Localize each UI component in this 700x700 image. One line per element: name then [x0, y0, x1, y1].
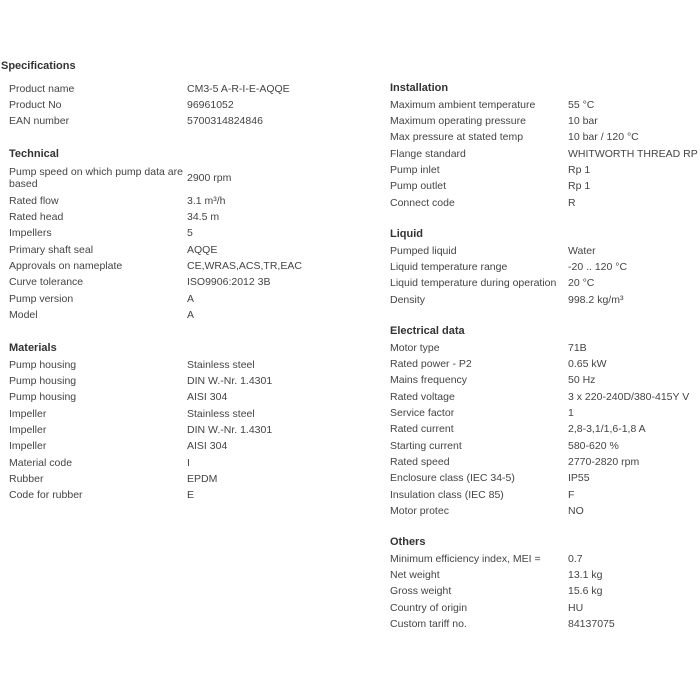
- spec-value: 2,8-3,1/1,6-1,8 A: [568, 423, 646, 436]
- spec-value: CM3-5 A-R-I-E-AQQE: [187, 82, 290, 95]
- spec-value: 96961052: [187, 99, 234, 112]
- spec-row: [390, 259, 700, 275]
- spec-label: Rated current: [390, 423, 454, 436]
- spec-label: Pump housing: [9, 391, 77, 404]
- spec-value: E: [187, 489, 195, 502]
- spec-row: [9, 114, 384, 130]
- spec-row: [390, 584, 700, 600]
- spec-label: Primary shaft seal: [9, 243, 94, 256]
- spec-value: 1: [568, 407, 574, 420]
- technical-section: [9, 146, 384, 323]
- spec-value: 2900 rpm: [187, 171, 232, 184]
- spec-label: Maximum ambient temperature: [390, 98, 536, 111]
- section-title: Materials: [9, 342, 57, 354]
- spec-label: Max pressure at stated temp: [390, 131, 524, 144]
- spec-row: [9, 438, 384, 454]
- spec-label: Maximum operating pressure: [390, 115, 526, 128]
- spec-label: Motor type: [390, 341, 440, 354]
- spec-row: [390, 178, 700, 194]
- spec-value: WHITWORTH THREAD RP: [568, 147, 698, 160]
- spec-row: [390, 113, 700, 129]
- spec-label: Insulation class (IEC 85): [390, 488, 504, 501]
- spec-label: Pump inlet: [390, 164, 440, 177]
- spec-value: R: [568, 196, 576, 209]
- spec-value: A: [187, 308, 195, 321]
- spec-row: [9, 258, 384, 274]
- spec-value: EPDM: [187, 472, 218, 485]
- spec-value: -20 .. 120 °C: [568, 261, 628, 274]
- spec-value: DIN W.-Nr. 1.4301: [187, 375, 273, 388]
- spec-row: [9, 373, 384, 389]
- spec-value: 15.6 kg: [568, 585, 603, 598]
- spec-label: Rubber: [9, 472, 44, 485]
- spec-label: Impeller: [9, 440, 47, 453]
- spec-row: [390, 421, 700, 437]
- spec-label: Impeller: [9, 407, 47, 420]
- spec-row: [9, 487, 384, 503]
- spec-label: Enclosure class (IEC 34-5): [390, 472, 515, 485]
- spec-label: Approvals on nameplate: [9, 260, 123, 273]
- spec-value: AISI 304: [187, 391, 228, 404]
- spec-row: [390, 292, 700, 308]
- spec-row: [390, 616, 700, 632]
- section-title: Technical: [9, 148, 59, 160]
- page-title: Specifications: [1, 60, 76, 72]
- spec-value: 71B: [568, 341, 587, 354]
- spec-value: I: [187, 456, 190, 469]
- spec-value: HU: [568, 601, 584, 614]
- spec-row: [390, 276, 700, 292]
- spec-value: Rp 1: [568, 180, 591, 193]
- spec-value: 84137075: [568, 618, 615, 631]
- spec-row: [9, 291, 384, 307]
- spec-value: 3 x 220-240D/380-415Y V: [568, 390, 690, 403]
- spec-label: Pump housing: [9, 358, 77, 371]
- spec-label: Pumped liquid: [390, 244, 457, 257]
- spec-label: Density: [390, 293, 426, 306]
- spec-label: Starting current: [390, 439, 462, 452]
- spec-row: [390, 146, 700, 162]
- spec-value: 5: [187, 227, 193, 240]
- spec-label: Flange standard: [390, 147, 466, 160]
- spec-row: [390, 551, 700, 567]
- spec-value: 3.1 m³/h: [187, 194, 226, 207]
- spec-value: AISI 304: [187, 440, 228, 453]
- installation-section: [390, 80, 700, 211]
- spec-row: [9, 163, 384, 193]
- spec-value: 580-620 %: [568, 439, 619, 452]
- spec-value: 13.1 kg: [568, 569, 603, 582]
- spec-value: 0.65 kW: [568, 358, 607, 371]
- spec-label: Rated flow: [9, 194, 59, 207]
- section-title: Electrical data: [390, 325, 465, 337]
- spec-row: [390, 97, 700, 113]
- spec-value: 10 bar: [568, 115, 598, 128]
- spec-label: Code for rubber: [9, 489, 83, 502]
- spec-row: [9, 390, 384, 406]
- spec-row: [390, 567, 700, 583]
- spec-row: [9, 209, 384, 225]
- spec-value: Rp 1: [568, 164, 591, 177]
- spec-label: Curve tolerance: [9, 276, 84, 289]
- spec-row: [9, 97, 384, 113]
- materials-section: [9, 340, 384, 504]
- spec-label: Minimum efficiency index, MEI =: [390, 552, 541, 565]
- spec-label: Rated speed: [390, 455, 450, 468]
- spec-row: [9, 226, 384, 242]
- others-section: [390, 534, 700, 632]
- spec-value: 2770-2820 rpm: [568, 455, 640, 468]
- spec-label: Rated head: [9, 211, 64, 224]
- spec-value: 34.5 m: [187, 211, 220, 224]
- spec-label: Liquid temperature during operation: [390, 277, 557, 290]
- spec-label: Pump housing: [9, 375, 77, 388]
- section-title: Liquid: [390, 228, 423, 240]
- spec-row: [9, 307, 384, 323]
- spec-label: Rated voltage: [390, 390, 455, 403]
- spec-row: [390, 438, 700, 454]
- spec-row: [9, 471, 384, 487]
- spec-label: Product No: [9, 99, 62, 112]
- spec-row: [390, 503, 700, 519]
- spec-value: Stainless steel: [187, 358, 255, 371]
- spec-row: [390, 130, 700, 146]
- spec-row: [9, 357, 384, 373]
- spec-label: Product name: [9, 82, 75, 95]
- spec-label: EAN number: [9, 115, 70, 128]
- spec-label: Motor protec: [390, 504, 449, 517]
- spec-row: [9, 193, 384, 209]
- spec-row: [390, 454, 700, 470]
- spec-value: F: [568, 488, 575, 501]
- spec-value: DIN W.-Nr. 1.4301: [187, 424, 273, 437]
- spec-row: [9, 422, 384, 438]
- spec-row: [390, 373, 700, 389]
- spec-label: Pump speed on which pump data are based: [9, 165, 183, 190]
- spec-label: Mains frequency: [390, 374, 468, 387]
- liquid-section: [390, 226, 700, 308]
- spec-value: ISO9906:2012 3B: [187, 276, 271, 289]
- spec-row: [390, 600, 700, 616]
- spec-row: [9, 406, 384, 422]
- spec-value: CE,WRAS,ACS,TR,EAC: [187, 260, 302, 273]
- spec-row: [390, 356, 700, 372]
- spec-row: [9, 242, 384, 258]
- spec-row: [390, 243, 700, 259]
- spec-row: [390, 405, 700, 421]
- spec-value: 0.7: [568, 552, 583, 565]
- spec-row: [390, 162, 700, 178]
- spec-label: Custom tariff no.: [390, 618, 467, 631]
- spec-value: Stainless steel: [187, 407, 255, 420]
- spec-row: [390, 487, 700, 503]
- section-title: Others: [390, 536, 426, 548]
- spec-value: 10 bar / 120 °C: [568, 131, 639, 144]
- spec-value: A: [187, 292, 195, 305]
- spec-label: Pump version: [9, 292, 74, 305]
- product-section: [9, 81, 384, 130]
- spec-label: Model: [9, 308, 38, 321]
- spec-label: Net weight: [390, 569, 440, 582]
- spec-row: [9, 274, 384, 290]
- spec-label: Liquid temperature range: [390, 261, 508, 274]
- spec-label: Country of origin: [390, 601, 468, 614]
- spec-row: [390, 470, 700, 486]
- spec-value: 998.2 kg/m³: [568, 293, 624, 306]
- spec-label: Impeller: [9, 424, 47, 437]
- spec-label: Pump outlet: [390, 180, 447, 193]
- electrical-data-section: [390, 323, 700, 519]
- spec-row: [390, 195, 700, 211]
- section-title: Installation: [390, 82, 449, 94]
- spec-label: Service factor: [390, 407, 455, 420]
- spec-label: Rated power - P2: [390, 358, 472, 371]
- spec-value: NO: [568, 504, 584, 517]
- spec-value: IP55: [568, 472, 590, 485]
- spec-label: Impellers: [9, 227, 52, 240]
- spec-value: 5700314824846: [187, 115, 263, 128]
- spec-label: Gross weight: [390, 585, 452, 598]
- spec-value: 50 Hz: [568, 374, 596, 387]
- spec-value: Water: [568, 244, 596, 257]
- spec-value: 55 °C: [568, 98, 595, 111]
- spec-row: [9, 81, 384, 97]
- spec-label: Material code: [9, 456, 73, 469]
- spec-row: [390, 389, 700, 405]
- spec-row: [390, 340, 700, 356]
- spec-label: Connect code: [390, 196, 455, 209]
- spec-value: 20 °C: [568, 277, 595, 290]
- spec-value: AQQE: [187, 243, 218, 256]
- spec-row: [9, 455, 384, 471]
